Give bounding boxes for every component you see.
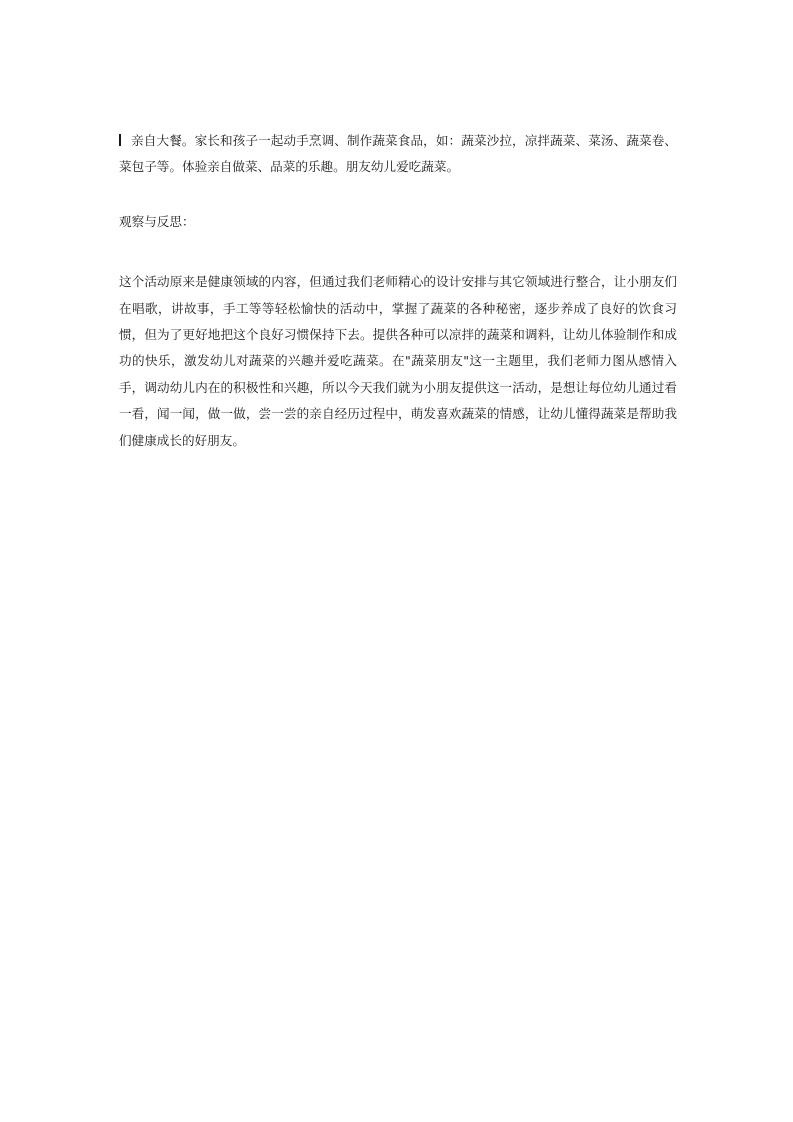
bullet-bar-icon xyxy=(119,134,121,146)
intro-paragraph-text: 亲自大餐。家长和孩子一起动手烹调、制作蔬菜食品，如：蔬菜沙拉，凉拌蔬菜、菜汤、蔬菜卷、菜包子等。体验亲自做菜、品菜的乐趣。朋友幼儿爱吃蔬菜。 xyxy=(119,133,677,175)
section-heading: 观察与反思： xyxy=(119,213,195,229)
document-body xyxy=(119,128,677,454)
intro-paragraph xyxy=(119,128,677,181)
reflection-paragraph: 这个活动原来是健康领域的内容，但通过我们老师精心的设计安排与其它领域进行整合，让小朋友们在唱歌，讲故事，手工等等轻松愉快的活动中，掌握了蔬菜的各种秘密，逐步养成了良好的饮食习惯，但为了更好地把这个良好习惯保持下去。提供各种可以凉拌的蔬菜和调料，让幼儿体验制作和成功的快乐，激发幼儿对蔬菜的兴趣并爱吃蔬菜。在"蔬菜朋友"这一主题里，我们老师力图从感情入手，调动幼儿内在的积极性和兴趣，所以今天我们就为小朋友提供这一活动，是想让每位幼儿通过看一看，闻一闻，做一做，尝一尝的亲自经历过程中，萌发喜欢蔬菜的情感，让幼儿懂得蔬菜是帮助我们健康成长的好朋友。 xyxy=(119,274,677,448)
